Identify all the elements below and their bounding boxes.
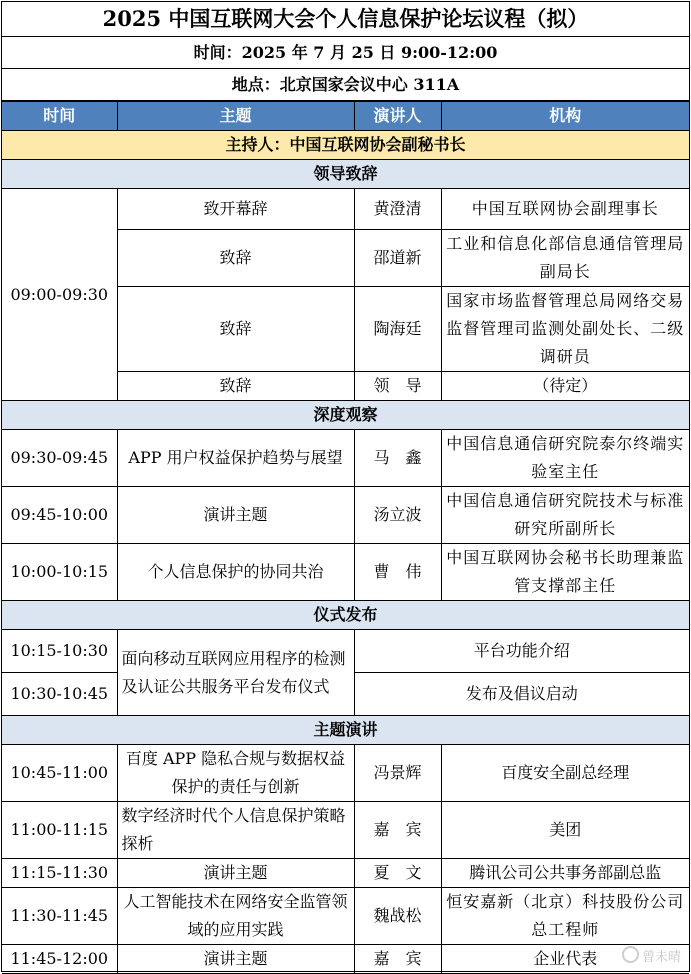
speaker-cell: 魏战松 [354, 888, 441, 945]
table-header-row [2, 102, 689, 131]
time-cell: 09:00-09:30 [2, 189, 117, 401]
table-row [2, 189, 689, 230]
time-cell: 10:45-11:00 [2, 745, 117, 802]
speaker-cell: 黄澄清 [354, 189, 441, 230]
speaker-cell: 曹 伟 [354, 544, 441, 601]
agenda-table [2, 101, 689, 974]
table-row [2, 859, 689, 888]
speaker-cell: 马 鑫 [354, 430, 441, 487]
table-row [2, 745, 689, 802]
agenda-document [1, 1, 690, 972]
host-text: 主持人：中国互联网协会副秘书长 [2, 131, 689, 160]
org-cell: 中国信息通信研究院技术与标准研究所副所长 [441, 487, 689, 544]
topic-cell: 演讲主题 [117, 945, 354, 974]
time-cell: 11:45-12:00 [2, 945, 117, 974]
speaker-cell: 陶海廷 [354, 287, 441, 372]
table-row [2, 630, 689, 673]
weibo-icon [622, 946, 639, 963]
time-cell: 11:30-11:45 [2, 888, 117, 945]
time-cell: 11:00-11:15 [2, 802, 117, 859]
agenda-header [2, 2, 689, 101]
detail-cell: 平台功能介绍 [354, 630, 689, 673]
detail-cell: 发布及倡议启动 [354, 673, 689, 716]
time-cell: 11:15-11:30 [2, 859, 117, 888]
time-cell: 10:00-10:15 [2, 544, 117, 601]
table-row [2, 544, 689, 601]
time-cell: 10:15-10:30 [2, 630, 117, 673]
org-cell: 中国互联网协会副理事长 [441, 189, 689, 230]
topic-cell: 演讲主题 [117, 487, 354, 544]
col-header-org: 机构 [441, 102, 689, 131]
time-cell: 09:45-10:00 [2, 487, 117, 544]
host-row [2, 131, 689, 160]
speaker-cell: 嘉 宾 [354, 802, 441, 859]
section-keynote: 主题演讲 [2, 716, 689, 745]
topic-cell: 面向移动互联网应用程序的检测及认证公共服务平台发布仪式 [117, 630, 354, 716]
speaker-cell: 冯景辉 [354, 745, 441, 802]
topic-cell: 演讲主题 [117, 859, 354, 888]
section-row [2, 601, 689, 630]
section-leader-speech: 领导致辞 [2, 160, 689, 189]
watermark-text: 曾未晴 [641, 950, 681, 965]
org-cell: 腾讯公司公共事务部副总监 [441, 859, 689, 888]
time-cell: 10:30-10:45 [2, 673, 117, 716]
section-row [2, 160, 689, 189]
watermark [622, 946, 681, 965]
section-row [2, 716, 689, 745]
col-header-topic: 主题 [117, 102, 354, 131]
table-row [2, 802, 689, 859]
topic-cell: 致辞 [117, 287, 354, 372]
org-cell: 恒安嘉新（北京）科技股份公司总工程师 [441, 888, 689, 945]
section-deep-insight: 深度观察 [2, 401, 689, 430]
table-row [2, 888, 689, 945]
agenda-time: 时间：2025 年 7 月 25 日 9:00-12:00 [2, 37, 689, 69]
speaker-cell: 夏 文 [354, 859, 441, 888]
org-cell: 美团 [441, 802, 689, 859]
speaker-cell: 嘉 宾 [354, 945, 441, 974]
topic-cell: 个人信息保护的协同共治 [117, 544, 354, 601]
section-ceremony: 仪式发布 [2, 601, 689, 630]
org-cell: （待定） [441, 372, 689, 401]
org-cell: 百度安全副总经理 [441, 745, 689, 802]
speaker-cell: 汤立波 [354, 487, 441, 544]
agenda-title: 2025 中国互联网大会个人信息保护论坛议程（拟） [2, 2, 689, 37]
org-cell: 中国互联网协会秘书长助理兼监管支撑部主任 [441, 544, 689, 601]
section-row [2, 401, 689, 430]
topic-cell: 百度 APP 隐私合规与数据权益保护的责任与创新 [117, 745, 354, 802]
speaker-cell: 邵道新 [354, 230, 441, 287]
topic-cell: 人工智能技术在网络安全监管领域的应用实践 [117, 888, 354, 945]
agenda-place: 地点：北京国家会议中心 311A [2, 69, 689, 101]
topic-cell: 致辞 [117, 372, 354, 401]
org-cell: 工业和信息化部信息通信管理局副局长 [441, 230, 689, 287]
topic-cell: 致开幕辞 [117, 189, 354, 230]
speaker-cell: 领 导 [354, 372, 441, 401]
topic-cell: 致辞 [117, 230, 354, 287]
org-cell: 中国信息通信研究院泰尔终端实验室主任 [441, 430, 689, 487]
topic-cell: 数字经济时代个人信息保护策略探析 [117, 802, 354, 859]
topic-cell: APP 用户权益保护趋势与展望 [117, 430, 354, 487]
col-header-speaker: 演讲人 [354, 102, 441, 131]
table-row [2, 430, 689, 487]
time-cell: 09:30-09:45 [2, 430, 117, 487]
org-cell: 企业代表 [441, 945, 689, 974]
col-header-time: 时间 [2, 102, 117, 131]
org-cell: 国家市场监督管理总局网络交易监督管理司监测处副处长、二级调研员 [441, 287, 689, 372]
table-row [2, 945, 689, 974]
table-row [2, 487, 689, 544]
